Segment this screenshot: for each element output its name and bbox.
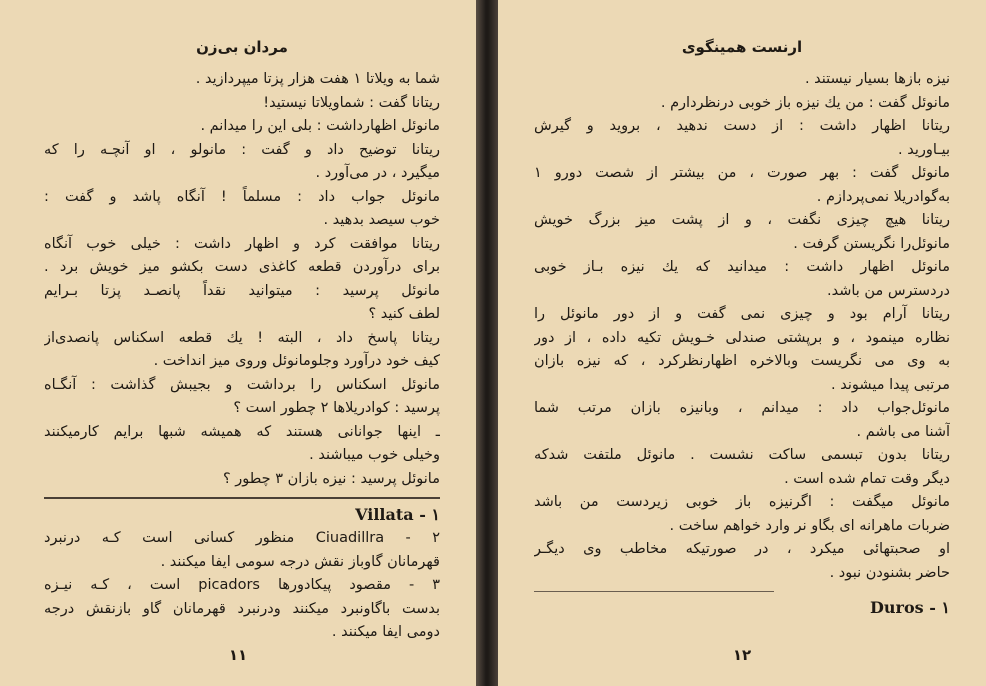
footnote-line: بدست باگاونبرد میکنند ودرنبرد قهرمانان گاو بازنقش درجه [44,600,440,617]
text-line: خوب سیصد بدهید . [323,212,440,228]
text-line: مانوئل گفت : من یك نیزه باز خوبی درنظردارم . [660,94,950,111]
text-line: نظاره مینمود ، و برپشتی صندلی خـویش تکیه داده ، از دور [534,329,950,346]
text-line: حاضر بشنودن نبود . [829,564,950,581]
text-line: ـ اینها جوانانی هستند که همیشه شبها برایم کارمیکنند [44,423,440,440]
text-line: آشنا می باشم . [856,423,950,440]
text-line: ریتانا موافقت کرد و اظهار داشت : خیلی خوب آنگاه [44,235,440,252]
text-line: مانوئل اظهار داشت : میدانید که یك نیزه بـاز خوبی [534,259,950,275]
left-page [0,0,476,686]
footnote-1: Duros - ۱ [870,598,950,617]
text-line: مرتبی پیدا میشوند . [831,376,950,393]
text-line: مانوئل پرسید : نیزه بازان ۳ چطور ؟ [222,470,440,487]
text-line: کیف خود درآورد وجلومانوئل وروی میز انداخت . [153,353,440,369]
text-line: ریتانا هیچ چیزی نگفت ، و از پشت میز بزرگ خویش [534,212,950,228]
text-line: دردسترس من باشد. [827,282,950,299]
left-page-number: ۱۱ [228,646,248,664]
text-line: مانوئل‌را نگریستن گرفت . [793,235,950,252]
text-line: ریتانا اظهار داشت : از دست ندهید ، بروید و گیرش [534,118,950,134]
footnote-line: قهرمانان گاوباز نقش درجه سومی ایفا میکنند . [160,553,440,570]
text-line: مانوئل پرسید : میتوانید نقداً پانصـد پزتا بـرایم [44,282,440,299]
text-line: مانوئل اسکناس را برداشت و بجیبش گذاشت : آنگـاه [44,376,440,393]
text-line: شما به ویلاتا ۱ هفت هزار پزتا میپردازید . [195,71,440,87]
footnote-line: ۲ - Ciuadillra منظور کسانی است کـه درنبرد [44,530,440,546]
text-line: او صحبتهائی میکرد ، در صورتیکه مخاطب وی دیگـر [534,541,950,557]
left-page-header: مردان بی‌زن [196,38,288,56]
footnote-divider [44,497,440,499]
text-line: مانوئل اظهارداشت : بلی این را میدانم . [200,118,440,134]
book-gutter [476,0,498,686]
text-line: برای درآوردن قطعه کاغذی دست بکشو میز خویش برد . [44,259,440,275]
text-line: دیگر وقت تمام شده است . [784,470,950,487]
text-line: پرسید : کوادریلاها ۲ چطور است ؟ [233,400,440,416]
text-line: مانوئل جواب داد : مسلماً ! آنگاه پاشد و گفت : [44,188,440,205]
text-line: ضربات ماهرانه ای بگاو نر وارد خواهم ساخت . [669,517,950,534]
footnote-line: دومی ایفا میکنند . [331,624,440,640]
text-line: ریتانا گفت : شماویلاتا نیستید! [263,94,440,111]
text-line: مانوئل‌جواب داد : میدانم ، وبانیزه بازان مرتب شما [534,400,950,416]
text-line: ریتانا پاسخ داد ، البته ! یك قطعه اسکناس پانصدی‌از [44,329,440,346]
footnote-1: Villata - ۱ [355,505,440,524]
footnote-divider [534,591,774,592]
text-line: ریتانا بدون تبسمی ساکت نشست . مانوئل ملتفت شدکه [534,447,950,463]
text-line: ریتانا توضیح داد و گفت : مانولو ، او آنچـه را که [44,141,440,158]
text-line: بیـاورید . [898,141,950,158]
left-page-body [44,68,440,491]
footnote-line: ۳ - مقصود پیکادورها picadors است ، کـه نیـزه [44,577,440,593]
left-footnotes [44,503,440,645]
right-page-header: ارنست همینگوی [681,38,803,56]
text-line: مانوئل میگفت : اگرنیزه باز خوبی زیردست من باشد [534,494,950,510]
text-line: ریتانا آرام بود و چیزی نمی گفت و از دور مانوئل را [534,306,950,322]
text-line: به‌گوادریلا نمی‌پردازم . [816,188,950,205]
text-line: نیزه بازها بسیار نیستند . [804,71,950,87]
right-page-number: ۱۲ [732,646,752,664]
right-page-body [534,68,950,585]
right-page [498,0,986,686]
text-line: لطف کنید ؟ [368,306,440,322]
text-line: مانوئل گفت : بهر صورت ، من بیشتر از شصت دورو ۱ [534,165,950,181]
text-line: به وی می نگریست وبالاخره اظهارنظرکرد ، که نیزه بازان [534,353,950,369]
right-footnotes [534,596,950,620]
text-line: میگیرد ، در می‌آورد . [315,165,440,181]
text-line: وخیلی خوب میباشند . [309,447,440,463]
